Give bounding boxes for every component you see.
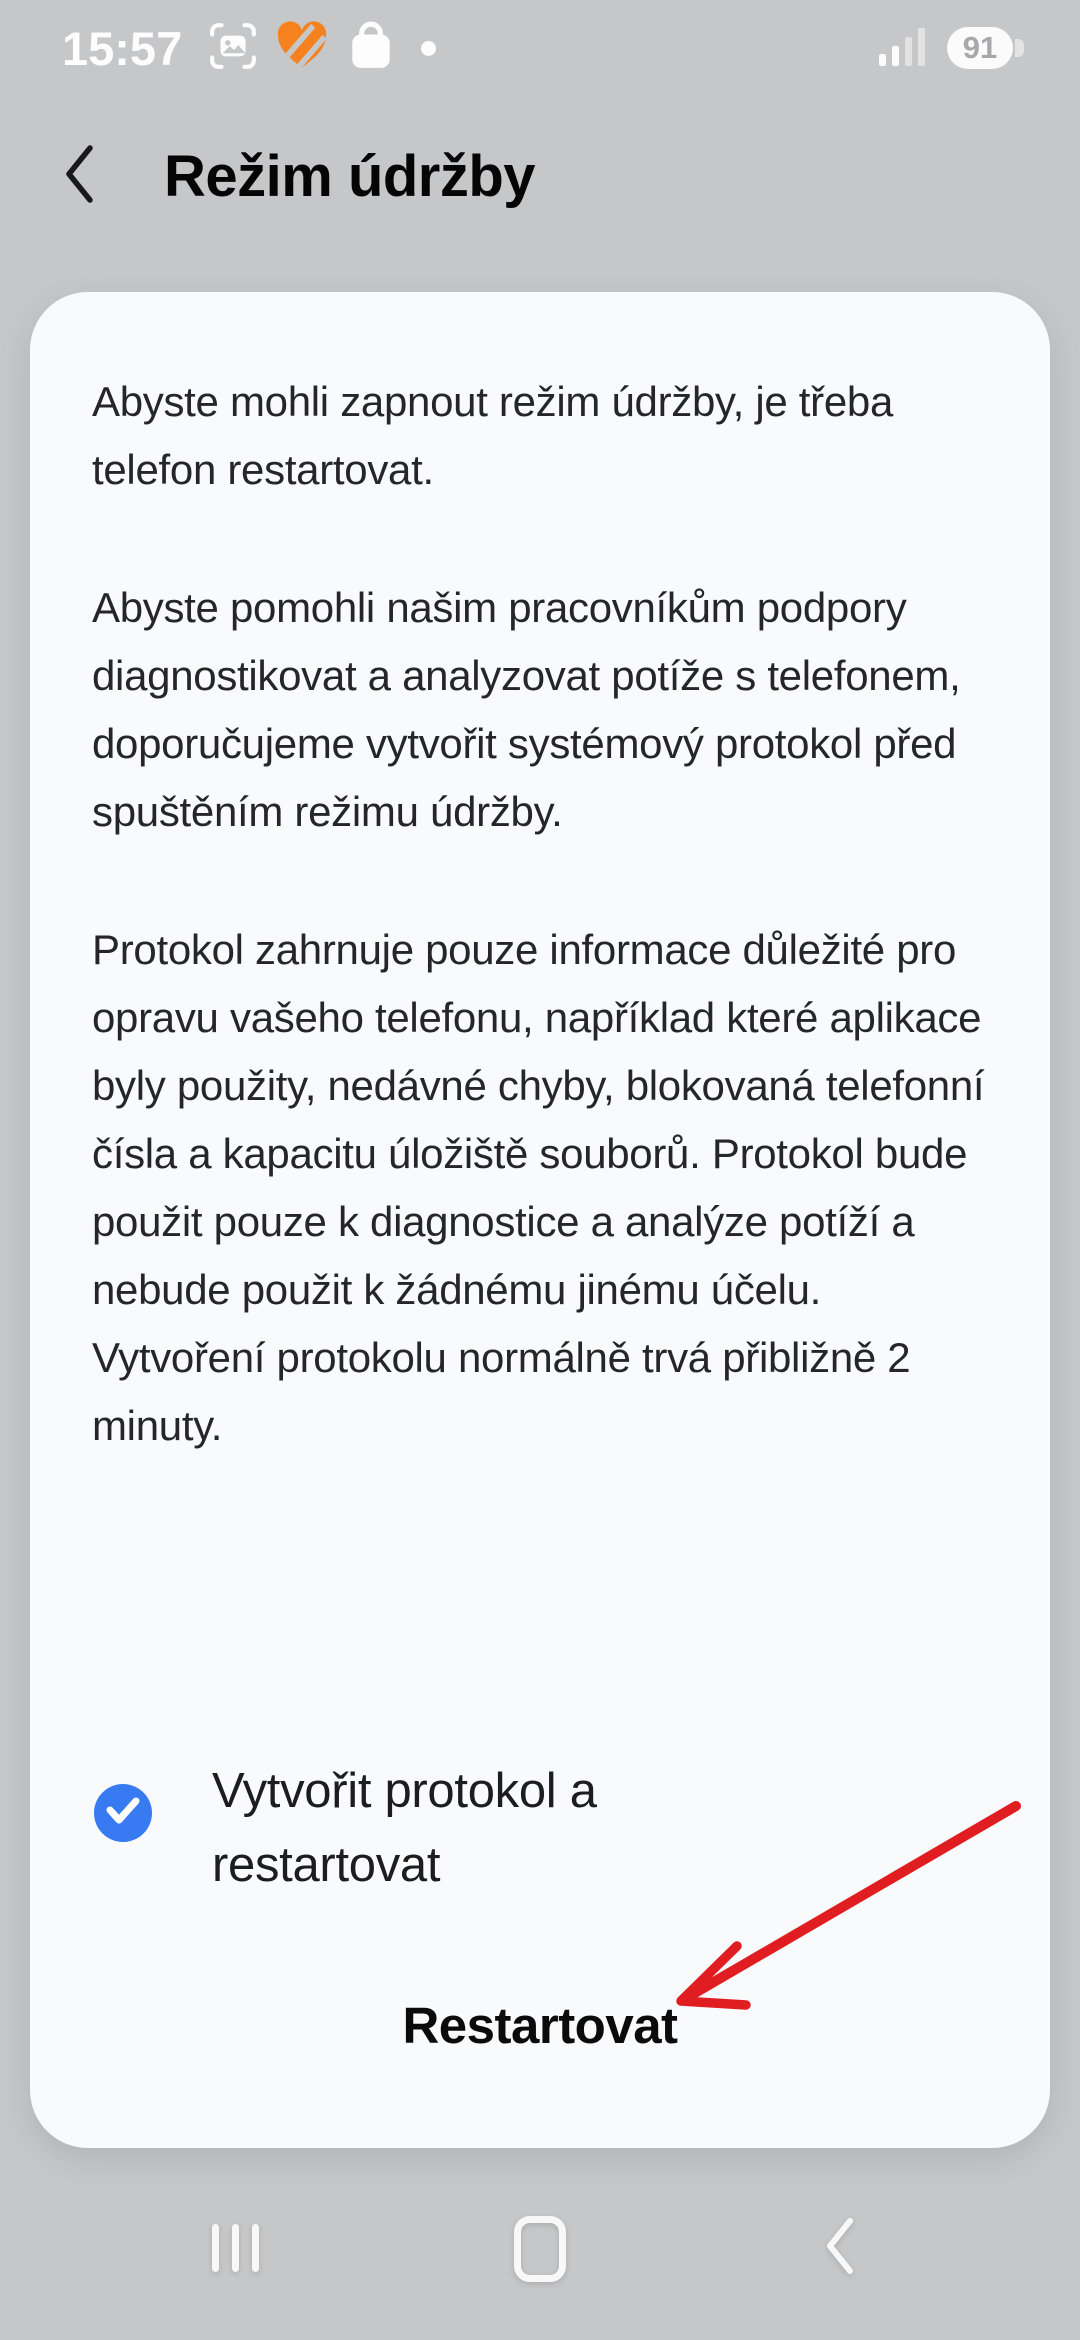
screenshot-icon <box>208 21 258 76</box>
recents-icon <box>212 2224 219 2272</box>
status-clock: 15:57 <box>62 21 183 75</box>
checkmark-icon <box>104 1795 142 1832</box>
health-heart-icon <box>275 21 329 76</box>
back-button[interactable] <box>60 144 100 208</box>
maintenance-mode-dialog <box>30 292 1050 2148</box>
create-log-checkbox[interactable] <box>94 1784 152 1842</box>
battery-indicator <box>947 27 1024 69</box>
dialog-paragraph-1: Abyste mohli zapnout režim údržby, je třeba telefon restartovat. <box>92 378 894 493</box>
status-bar <box>0 0 1080 96</box>
chevron-left-icon <box>62 143 98 210</box>
navigation-bar <box>0 2160 1080 2340</box>
create-log-checkbox-label[interactable]: Vytvořit protokol a restartovat <box>212 1764 597 1892</box>
signal-strength-icon <box>877 24 929 73</box>
nav-back-chevron-icon <box>823 2217 857 2280</box>
notification-dot <box>421 41 436 56</box>
notification-icons <box>208 20 436 77</box>
battery-nub <box>1015 39 1024 57</box>
app-header <box>0 128 1080 224</box>
home-icon <box>514 2216 566 2282</box>
page-title: Režim údržby <box>164 143 536 209</box>
shopping-bag-icon <box>346 20 396 77</box>
battery-percent: 91 <box>962 30 998 65</box>
dialog-paragraph-2: Abyste pomohli našim pracovníkům podpory diagnostikovat a analyzovat potíže s telefonem, doporučujeme vytvořit systémový protokol před spuštěním režimu údržby. <box>92 584 961 835</box>
nav-home-button[interactable] <box>514 2218 566 2280</box>
nav-back-button[interactable] <box>818 2218 862 2278</box>
dialog-body-text <box>92 368 986 1460</box>
dialog-paragraph-3: Protokol zahrnuje pouze informace důležité pro opravu vašeho telefonu, například které aplikace byly použity, nedávné chyby, blokovaná telefonní čísla a kapacitu úložiště souborů. Protokol bude použit pouze k diagnostice a analýze potíží a nebude použit k žádnému jinému účelu. Vytvoření protokolu normálně trvá přibližně 2 minuty. <box>92 926 985 1449</box>
restart-button[interactable]: Restartovat <box>402 1997 678 2054</box>
nav-recents-button[interactable] <box>204 2218 266 2278</box>
